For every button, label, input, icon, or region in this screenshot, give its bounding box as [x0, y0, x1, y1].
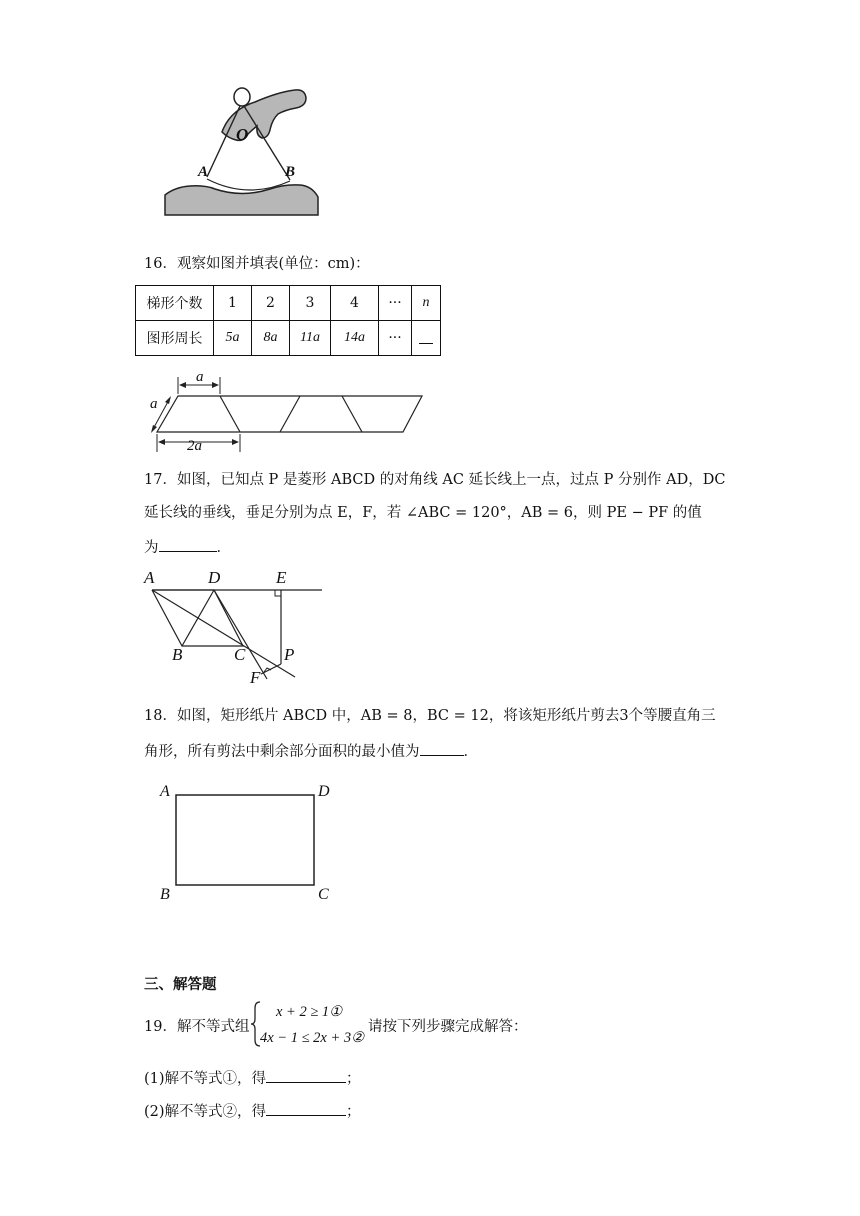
rectangle-figure	[170, 790, 320, 890]
answer-blank[interactable]	[159, 537, 217, 552]
table-cell: 8a	[252, 321, 290, 356]
q19-number: 19	[144, 1019, 163, 1035]
table-cell: 梯形个数	[136, 286, 214, 321]
q17-label-f: F	[250, 668, 261, 687]
table-row	[136, 286, 441, 321]
answer-blank[interactable]	[266, 1101, 346, 1116]
q19-suffix: 请按下列步骤完成解答：	[368, 1019, 528, 1035]
q17-label-p: P	[284, 645, 295, 664]
table-row	[136, 321, 441, 356]
table-cell: ···	[379, 321, 412, 356]
fig15-label-b: B	[285, 164, 296, 180]
q19-prompt: 19．解不等式组	[144, 1019, 250, 1035]
q17-line3: 为 ．	[144, 537, 231, 558]
compass-figure	[160, 82, 325, 222]
q19-step2: (2)解不等式②，得 ；	[144, 1101, 361, 1122]
section-title: 三、解答题	[144, 976, 217, 993]
q18-label-b: B	[160, 886, 170, 903]
trapezoid-bottom-label: 2a	[187, 438, 202, 454]
q18-label-c: C	[318, 886, 329, 903]
q16-number: 16	[144, 256, 163, 272]
table-cell: 图形周长	[136, 321, 214, 356]
q19-inequality-2: 4x − 1 ≤ 2x + 3②	[260, 1030, 365, 1046]
trapezoid-side-label: a	[150, 396, 158, 412]
table-cell: 11a	[290, 321, 331, 356]
answer-blank-cell[interactable]	[412, 321, 441, 356]
q17-line2: 延长线的垂线，垂足分别为点 E，F，若 ∠ABC = 120°，AB = 6，则 PE − PF 的值	[144, 505, 702, 521]
table-cell: 3	[290, 286, 331, 321]
q16-table	[135, 285, 441, 356]
trapezoid-top-label: a	[196, 369, 204, 385]
table-cell: 14a	[331, 321, 379, 356]
q18-line1: 18．如图，矩形纸片 ABCD 中，AB = 8，BC = 12，将该矩形纸片剪去3个等腰直角三	[144, 708, 716, 724]
q17-label-b: B	[172, 645, 183, 664]
q18-number: 18	[144, 708, 163, 724]
answer-blank[interactable]	[266, 1068, 346, 1083]
rhombus-figure	[140, 570, 330, 688]
q19-inequality-1: x + 2 ≥ 1①	[276, 1004, 343, 1020]
table-cell: 2	[252, 286, 290, 321]
table-cell: n	[412, 286, 441, 321]
q17-line1: 17．如图，已知点 P 是菱形 ABCD 的对角线 AC 延长线上一点，过点 P 分别作 AD，DC	[144, 472, 726, 488]
q19-step1: (1)解不等式①，得 ；	[144, 1068, 361, 1089]
q17-label-d: D	[208, 568, 221, 587]
q18-label-d: D	[318, 783, 330, 800]
fig15-label-o: O	[236, 125, 249, 144]
table-cell: 5a	[214, 321, 252, 356]
fig15-label-a: A	[198, 164, 209, 180]
table-cell: 4	[331, 286, 379, 321]
q17-label-c: C	[234, 645, 246, 664]
q18-line2: 角形，所有剪法中剩余部分面积的最小值为 ．	[144, 741, 478, 762]
q18-label-a: A	[160, 783, 170, 800]
q16-prompt: ．观察如图并填表(单位：cm)：	[162, 256, 370, 272]
table-cell: ···	[379, 286, 412, 321]
q16-text	[144, 254, 370, 274]
table-cell: 1	[214, 286, 252, 321]
q17-label-e: E	[276, 568, 287, 587]
trapezoid-figure	[140, 372, 430, 454]
q17-label-a: A	[144, 568, 155, 587]
answer-blank[interactable]	[420, 741, 464, 756]
q17-number: 17	[144, 472, 163, 488]
